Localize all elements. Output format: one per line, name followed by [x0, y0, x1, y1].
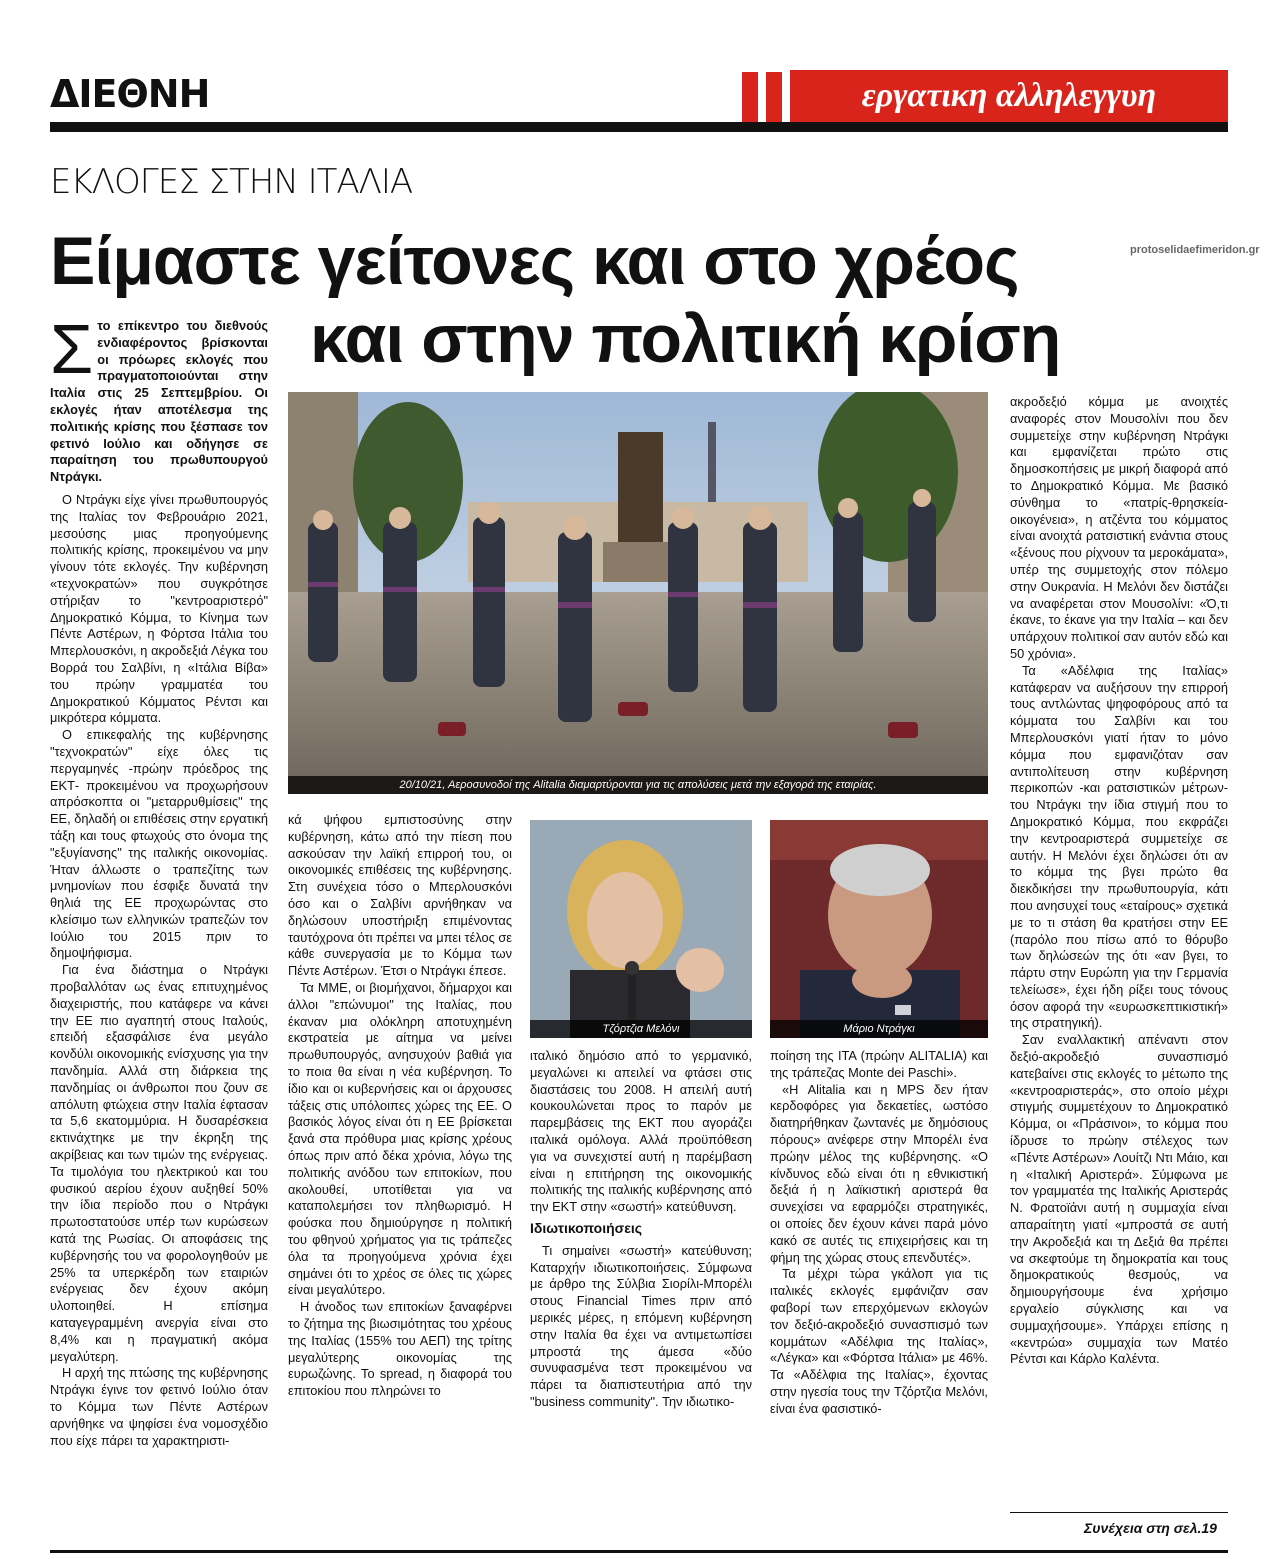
lead-paragraph — [50, 310, 268, 486]
continued-rule — [1010, 1512, 1228, 1513]
main-photo — [288, 392, 988, 794]
lead-text: το επίκεντρο του διεθνούς ενδιαφέροντος βρίσκονται οι πρόωρες εκλογές που πραγματοποιούνται στην Ιταλία στις 25 Σεπτεμβρίου. Οι εκλογές ήταν αποτέλεσμα της πολιτικής κρίσης που ξέσπασε τον φετινό Ιούλιο και οδήγησε σε παραίτηση του πρωθυπουργού Ντράγκι. — [50, 318, 268, 485]
body-paragraph: Τι σημαίνει «σωστή» κατεύθυνση; Καταρχήν ιδιωτικοποιήσεις. Σύμφωνα με άρθρο της Σύλβια Σιορίλι-Μπορέλι στους Financial Times πριν από μερικές μέρες, η επόμενη κυβέρνηση στην Ιταλία θα έχει να αντιμετωπίσει μπροστά της άμεσα «δύο συνυφασμένα τεστ προκειμένου να πάρει τα διαπιστευτήρια από την "business community". Την ιδιωτικο- — [530, 1242, 752, 1409]
brand-banner: εργατικη αλληλεγγυη — [790, 70, 1228, 122]
meloni-photo — [530, 820, 752, 1038]
subheading-privatizations: Ιδιωτικοποιήσεις — [530, 1219, 643, 1236]
body-paragraph: κά ψήφου εμπιστοσύνης στην κυβέρνηση, κάτω από την πίεση που ασκούσαν την λαϊκή επιρροή του, οι οικονομικές επιθέσεις της κυβέρνησης. Στη συνέχεια τόσο ο Μπερλουσκόνι όσο και ο Σαλβίνι αρνήθηκαν να δηλώσουν υποστήριξη επιμένοντας ταυτόχρονα ότι πρέπει να μπει τέλος σε κάθε συνεργασία με το Κόμμα των Πέντε Αστέρων. Έτσι ο Ντράγκι έπεσε. — [288, 812, 512, 979]
draghi-caption: Μάριο Ντράγκι — [770, 1020, 988, 1038]
column-2 — [288, 812, 512, 1400]
mario-draghi-portrait — [770, 820, 988, 1038]
meloni-caption: Τζόρτζια Μελόνι — [530, 1020, 752, 1038]
body-paragraph: Η αρχή της πτώσης της κυβέρνησης Ντράγκι έγινε τον φετινό Ιούλιο όταν το Κόμμα των Πέντε Αστέρων αρνήθηκε να ψηφίσει ένα νομοσχέδιο που είχε πάρει τα χαρακτηριστι- — [50, 1365, 268, 1448]
body-paragraph: Ο επικεφαλής της κυβέρνησης "τεχνοκρατών" είχε όλες τις περγαμηνές -πρώην πρόεδρος της ΕΚΤ- προκειμένου να προχωρήσουν απρόσκοπτα οι "μεταρρυθμίσεις" της ΕΕ, δηλαδή οι επιθέσεις στην εργατική τάξη και τους φτωχούς στο όνομα της "εξυγίανσης" της ιταλικής οικονομίας. Ήταν άλλωστε ο τραπεζίτης των μνημονίων που έσφιξε δυνατά την θηλιά της ΕΕ προχωρώντας στο κλείσιμο των ελληνικών τραπεζών τον Ιούλιο του 2015 πριν το δημοψήφισμα. — [50, 727, 268, 961]
body-paragraph: Τα μέχρι τώρα γκάλοπ για τις ιταλικές εκλογές εμφάνιζαν σαν φαβορί των επερχόμενων εκλογών τον δεξιό-ακροδεξιό συνασπισμό των κομμάτων «Αδέλφια της Ιταλίας», «Λέγκα» και «Φόρτσα Ιτάλια» με 46%. Τα «Αδέλφια της Ιταλίας», έχοντας στην ηγεσία τους την Τζόρτζια Μελόνι, είναι ένα φασιστικό- — [770, 1266, 988, 1416]
body-paragraph: Η άνοδος των επιτοκίων ξαναφέρνει το ζήτημα της βιωσιμότητας του χρέους της Ιταλίας (155% του ΑΕΠ) της τρίτης μεγαλύτερης οικονομίας της ευρωζώνης. Το spread, η διαφορά του επιτοκίου που πληρώνει το — [288, 1299, 512, 1399]
body-paragraph: Για ένα διάστημα ο Ντράγκι προβαλλόταν ως ένας επιτυχημένος διαχειριστής, που κατάφερε να κάνει την ΕΕ πιο αγαπητή στους Ιταλούς, επειδή εξασφάλισε ένα μεγάλο κονδύλι οικονομικής ενίσχυσης για την πανδημία. Αλλά στη διάρκεια της πανδημίας οι άνθρωποι που ζουν σε απόλυτη φτώχεια στην Ιταλία έφτασαν τα 5,6 εκατομμύρια. Η δυσαρέσκεια εκτινάχτηκε με την έκρηξη της ακρίβειας και των τιμών της ενέργειας. Τα τιμολόγια του ηλεκτρικού και του φυσικού αερίου έχουν αυξηθεί 50% την ίδια περίοδο που ο Ντράγκι πρωτοστατούσε υπέρ των κυρώσεων κατά της Ρωσίας. Οι αποφάσεις της κυβέρνησής του να φορολογηθούν με 25% τα υπερκέρδη των εταιριών ενέργειας δεν έχουν ακόμη υλοποιηθεί. Η επίσημα καταγεγραμμένη ανεργία είναι στο 8,4% και η πραγματική ακόμα μεγαλύτερη. — [50, 962, 268, 1364]
body-paragraph: Σαν εναλλακτική απέναντι στον δεξιό-ακροδεξιό συνασπισμό κατεβαίνει στις εκλογές το μέτωπο της «κεντροαριστεράς», στο οποίο μέχρι στιγμής συμμετέχουν το Δημοκρατικό Κόμμα, οι «Πράσινοι», το κόμμα που ίδρυσε το πρώην στέλεχος των «Πέντε Αστέρων» Λουίτζι Ντι Μάιο, και η «Ιταλική Αριστερά». Σύμφωνα με τον γραμματέα της Ιταλικής Αριστεράς Ν. Φρατοϊάνι αυτή η συμμαχία είναι απαραίτητη γιατί «μπροστά σε αυτή την Ακροδεξιά και τη Δεξιά θα πρέπει να σκεφτούμε τη δημοκρατία και τους δημοκρατικούς θεσμούς, να δημιουργήσουμε ένα χρήσιμο εργαλείο σύγκλισης και να συμμαχήσουμε». Υπάρχει επίσης η «κεντρώα» συμμαχία των Ματέο Ρέντσι και Κάρλο Καλέντα. — [1010, 1032, 1228, 1367]
body-paragraph: ποίηση της ΙΤΑ (πρώην ALITALIA) και της τράπεζας Monte dei Paschi». — [770, 1048, 988, 1080]
watermark: protoselidaefimeridon.gr — [1130, 244, 1260, 256]
article-kicker: ΕΚΛΟΓΕΣ ΣΤΗΝ ΙΤΑΛΙΑ — [50, 162, 413, 202]
article-title-line2: και στην πολιτική κρίση — [310, 301, 1061, 377]
giorgia-meloni-portrait — [530, 820, 752, 1038]
column-1 — [50, 310, 268, 1449]
footer-rule — [50, 1550, 1228, 1553]
column-3 — [530, 1048, 752, 1411]
body-paragraph: ιταλικό δημόσιο από το γερμανικό, μεγαλώνει κι απειλεί να φτάσει στις διαστάσεις του 2008. Η απειλή αυτή κουκουλώνεται προς το παρόν με παρεμβάσεις της ΕΚΤ που αγοράζει ιταλικά ομόλογα. Αλλά προϋπόθεση για να συνεχιστεί αυτή η παρέμβαση είναι η επιτήρηση της οικονομικής πολιτικής της ιταλικής κυβέρνησης από την ΕΚΤ στην «σωστή» κατεύθυνση. — [530, 1048, 752, 1215]
draghi-photo — [770, 820, 988, 1038]
flight-attendants-protest-image — [288, 392, 988, 794]
main-photo-caption: 20/10/21, Αεροσυνοδοί της Alitalia διαμαρτύρονται για τις απολύσεις μετά την εξαγορά της εταιρίας. — [288, 776, 988, 794]
body-paragraph: Τα ΜΜΕ, οι βιομήχανοι, δήμαρχοι και άλλοι "επώνυμοι" της Ιταλίας, που έκαναν μια ολόκληρη αποτυχημένη εκστρατεία με αίτημα να μείνει πρωθυπουργός, ανησυχούν βαθιά για το ποια θα είναι η νέα κυβέρνηση. Το ίδιο και οι κυβερνήσεις και οι άρχουσες τάξεις στις υπόλοιπες χώρες της ΕΕ. Ο βασικός λόγος είναι ότι η ΕΕ βρίσκεται ξανά στα πρόθυρα μιας κρίσης χρέους όπως πριν από δέκα χρόνια, λόγω της πολιτικής ανόδου των επιτοκίων, που ακολουθεί, υποτίθεται για να καταπολεμήσει τον πληθωρισμό. Η φούσκα που δημιούργησε η πολιτική του φθηνού χρήματος για τις τράπεζες όλα τα προηγούμενα χρόνια έχει σημάνει ότι το χρέος σε όλες τις χώρες είναι μεγαλύτερο. — [288, 979, 512, 1298]
drop-cap: Σ — [50, 310, 94, 388]
section-label: ΔΙΕΘΝΗ — [50, 72, 210, 116]
header-rule — [50, 122, 1228, 132]
body-paragraph: «Η Alitalia και η MPS δεν ήταν κερδοφόρες για δεκαετίες, ωστόσο διατηρήθηκαν ζωντανές με δημόσιους πόρους» ανέφερε στην Μπορέλι ένα πρώην μέλος της κυβέρνησης. «Ο κίνδυνος εδώ είναι ότι η εθνικιστική δεξιά ή η λαϊκιστική αριστερά θα συνεχίσει να εφαρμόζει στρατηγικές, οι οποίες δεν έχουν κάνει παρά μόνο κακό σε αυτές τις επιχειρήσεις και τη φήμη της χώρας στους επενδυτές». — [770, 1081, 988, 1265]
body-paragraph: Τα «Αδέλφια της Ιταλίας» κατάφεραν να αυξήσουν την επιρροή τους αντλώντας ψηφοφόρους από τα κόμματα του Σαλβίνι και του Μπερλουσκόνι γιατί ήταν το μόνο κόμμα που εμφανιζόταν σαν αντιπολίτευση στην κυβέρνηση περικοπών -και ρατσιστικών μέτρων- του Ντράγκι την ίδια στιγμή που το Δημοκρατικό Κόμμα, που εκφράζει την κεντροαριστερά συμμετείχε σε αυτήν. Η Μελόνι έχει δηλώσει ότι αν το κόμμα της βγει πρώτο θα διεκδικήσει την πρωθυπουργία, κάτι που ανησυχεί τους «εταίρους» σχετικά με το τι στάση θα κρατήσει στην ΕΕ (παρόλο που πίσω από το θόρυβο των δηλώσεών της ότι «αν βγει, το πάρτυ στην Ευρώπη για την Γερμανία τελείωσε», έχει ήδη ρίξει τους τόνους όσον αφορά την «ευρωσκεπτικιστική» της στρατηγική). — [1010, 662, 1228, 1031]
body-paragraph: ακροδεξιό κόμμα με ανοιχτές αναφορές στον Μουσολίνι που δεν συμμετείχε στην κυβέρνηση Ντράγκι και εμφανίζεται πρώτο στις δημοσκοπήσεις με μικρή διαφορά από το Δημοκρατικό Κόμμα. Με βασικό σύνθημα το «πατρίς-θρησκεία-οικογένεια», η ατζέντα του κόμματος είναι ανοιχτά ρατσιστική ενάντια στους «ξένους που ρίχνουν τα μεροκάματα», υπέρ της συμμετοχής στον πόλεμο στην Ουκρανία. Η Μελόνι δεν διστάζει να αναφέρεται στον Μουσολίνι: «Ό,τι έκανε, το έκανε για την Ιταλία – και δεν υπάρχουν πολιτικοί σαν αυτόν εδώ και 50 χρόνια». — [1010, 394, 1228, 661]
body-paragraph: Ο Ντράγκι είχε γίνει πρωθυπουργός της Ιταλίας τον Φεβρουάριο 2021, μεσούσης μιας προηγούμενης πολιτικής κρίσης, προκειμένου να μην γίνουν τότε εκλογές. Την κυβέρνηση «τεχνοκρατών» που συγκρότησε στήριξαν το "κεντροαριστερό" Δημοκρατικό Κόμμα, το Κίνημα των Πέντε Αστέρων, η Φόρτσα Ιτάλια του Μπερλουσκόνι, η ακροδεξιά Λέγκα του Βορρά του Σαλβίνι, η «Ιτάλια Βίβα» του πρώην γραμματέα του Δημοκρατικού Κόμματος Ρέντσι και μικρότερα κόμματα. — [50, 491, 268, 726]
column-4 — [770, 1048, 988, 1418]
continued-note: Συνέχεια στη σελ.19 — [1084, 1520, 1217, 1536]
column-5 — [1010, 394, 1228, 1368]
article-title-line1: Είμαστε γείτονες και στο χρέος — [50, 223, 1019, 299]
